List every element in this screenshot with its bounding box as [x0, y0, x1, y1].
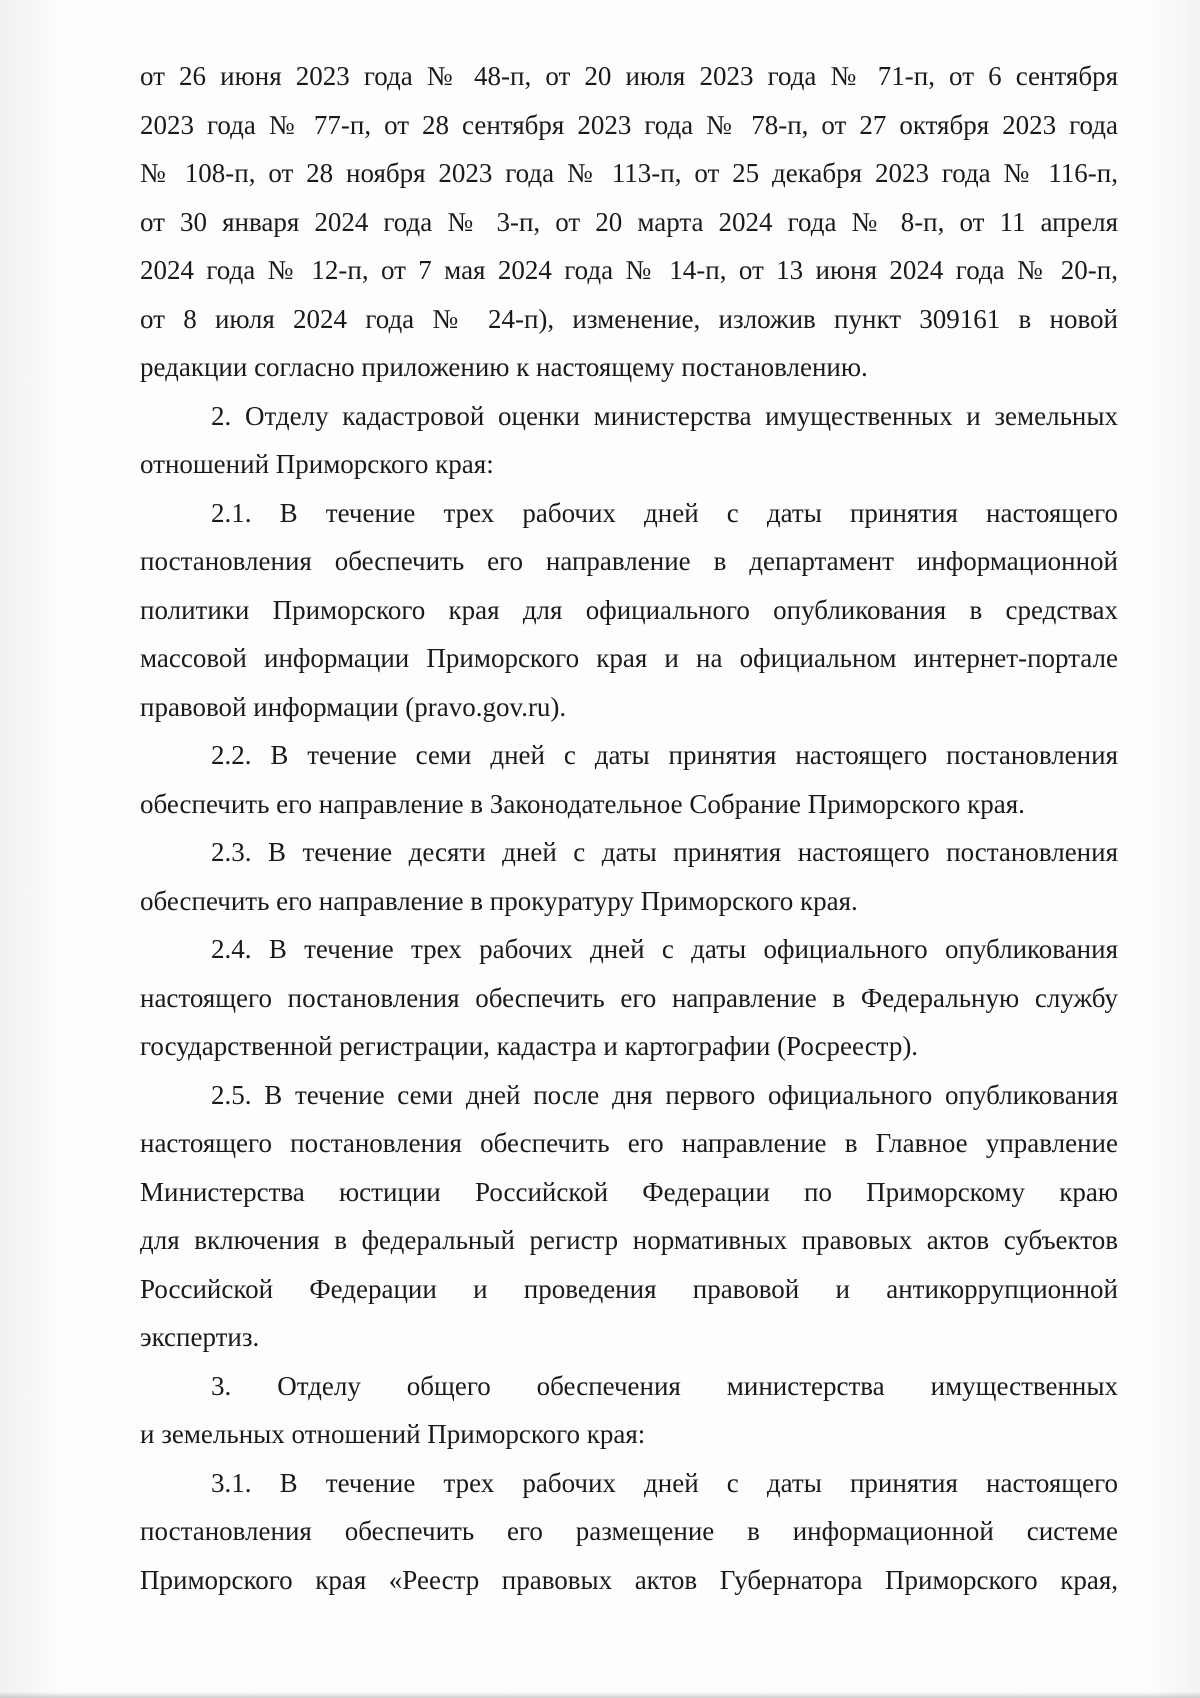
- text-line: отношений Приморского края:: [140, 449, 494, 479]
- text-line: Российской Федерации и проведения правовой и антикоррупционной: [140, 1273, 1118, 1304]
- text-line: № 108-п, от 28 ноября 2023 года № 113-п, от 25 декабря 2023 года № 116-п,: [140, 158, 1118, 188]
- scan-edge-bottom: [0, 1692, 1200, 1698]
- text-line: политики Приморского края для официального опубликования в средствах: [140, 594, 1118, 625]
- paragraph-2-3: [140, 828, 1118, 925]
- text-line: 2. Отделу кадастровой оценки министерства имущественных и земельных: [211, 400, 1118, 431]
- paragraph-continuation: [140, 52, 1118, 392]
- text-line: постановления обеспечить его размещение в информационной системе: [140, 1516, 1118, 1546]
- paragraph-3-1: [140, 1459, 1118, 1605]
- paragraph-2-4: [140, 925, 1118, 1071]
- text-line: массовой информации Приморского края и на официальном интернет-портале: [140, 643, 1118, 673]
- text-line: и земельных отношений Приморского края:: [140, 1419, 646, 1449]
- scan-edge-right: [1150, 0, 1200, 1698]
- text-line: Министерства юстиции Российской Федерации по Приморскому краю: [140, 1176, 1118, 1207]
- text-line: 2.3. В течение десяти дней с даты принятия настоящего постановления: [211, 837, 1118, 867]
- text-line: 3.1. В течение трех рабочих дней с даты принятия настоящего: [211, 1467, 1118, 1498]
- paragraph-2: [140, 392, 1118, 489]
- text-line: от 26 июня 2023 года № 48-п, от 20 июля 2023 года № 71-п, от 6 сентября: [140, 61, 1118, 91]
- text-line: 2024 года № 12-п, от 7 мая 2024 года № 14-п, от 13 июня 2024 года № 20-п,: [140, 255, 1118, 285]
- text-line: правовой информации (pravo.gov.ru).: [140, 691, 567, 722]
- text-line: 3. Отделу общего обеспечения министерства имущественных: [211, 1370, 1118, 1401]
- paragraph-3: [140, 1362, 1118, 1459]
- text-line: настоящего постановления обеспечить его направление в Федеральную службу: [140, 982, 1118, 1013]
- text-line: 2.4. В течение трех рабочих дней с даты официального опубликования: [211, 934, 1118, 964]
- text-line: Приморского края «Реестр правовых актов Губернатора Приморского края,: [140, 1564, 1118, 1595]
- text-line: постановления обеспечить его направление в департамент информационной: [140, 546, 1118, 576]
- paragraph-2-5: [140, 1071, 1118, 1362]
- text-line: редакции согласно приложению к настоящему постановлению.: [140, 352, 868, 382]
- text-line: для включения в федеральный регистр нормативных правовых актов субъектов: [140, 1225, 1118, 1255]
- text-line: 2.2. В течение семи дней с даты принятия настоящего постановления: [211, 740, 1118, 770]
- text-line: настоящего постановления обеспечить его направление в Главное управление: [140, 1128, 1118, 1158]
- text-line: государственной регистрации, кадастра и картографии (Росреестр).: [140, 1031, 919, 1061]
- text-line: 2.5. В течение семи дней после дня первого официального опубликования: [211, 1079, 1118, 1110]
- paragraph-2-2: [140, 731, 1118, 828]
- text-line: 2.1. В течение трех рабочих дней с даты принятия настоящего: [211, 497, 1118, 528]
- scan-edge-left: [0, 0, 60, 1698]
- text-line: обеспечить его направление в прокуратуру Приморского края.: [140, 885, 858, 916]
- text-line: от 8 июля 2024 года № 24-п), изменение, изложив пункт 309161 в новой: [140, 303, 1118, 334]
- text-line: экспертиз.: [140, 1322, 260, 1352]
- text-line: от 30 января 2024 года № 3-п, от 20 марта 2024 года № 8-п, от 11 апреля: [140, 206, 1118, 237]
- text-line: обеспечить его направление в Законодательное Собрание Приморского края.: [140, 788, 1025, 819]
- text-line: 2023 года № 77-п, от 28 сентября 2023 года № 78-п, от 27 октября 2023 года: [140, 109, 1118, 140]
- document-body: [140, 52, 1118, 1604]
- paragraph-2-1: [140, 489, 1118, 732]
